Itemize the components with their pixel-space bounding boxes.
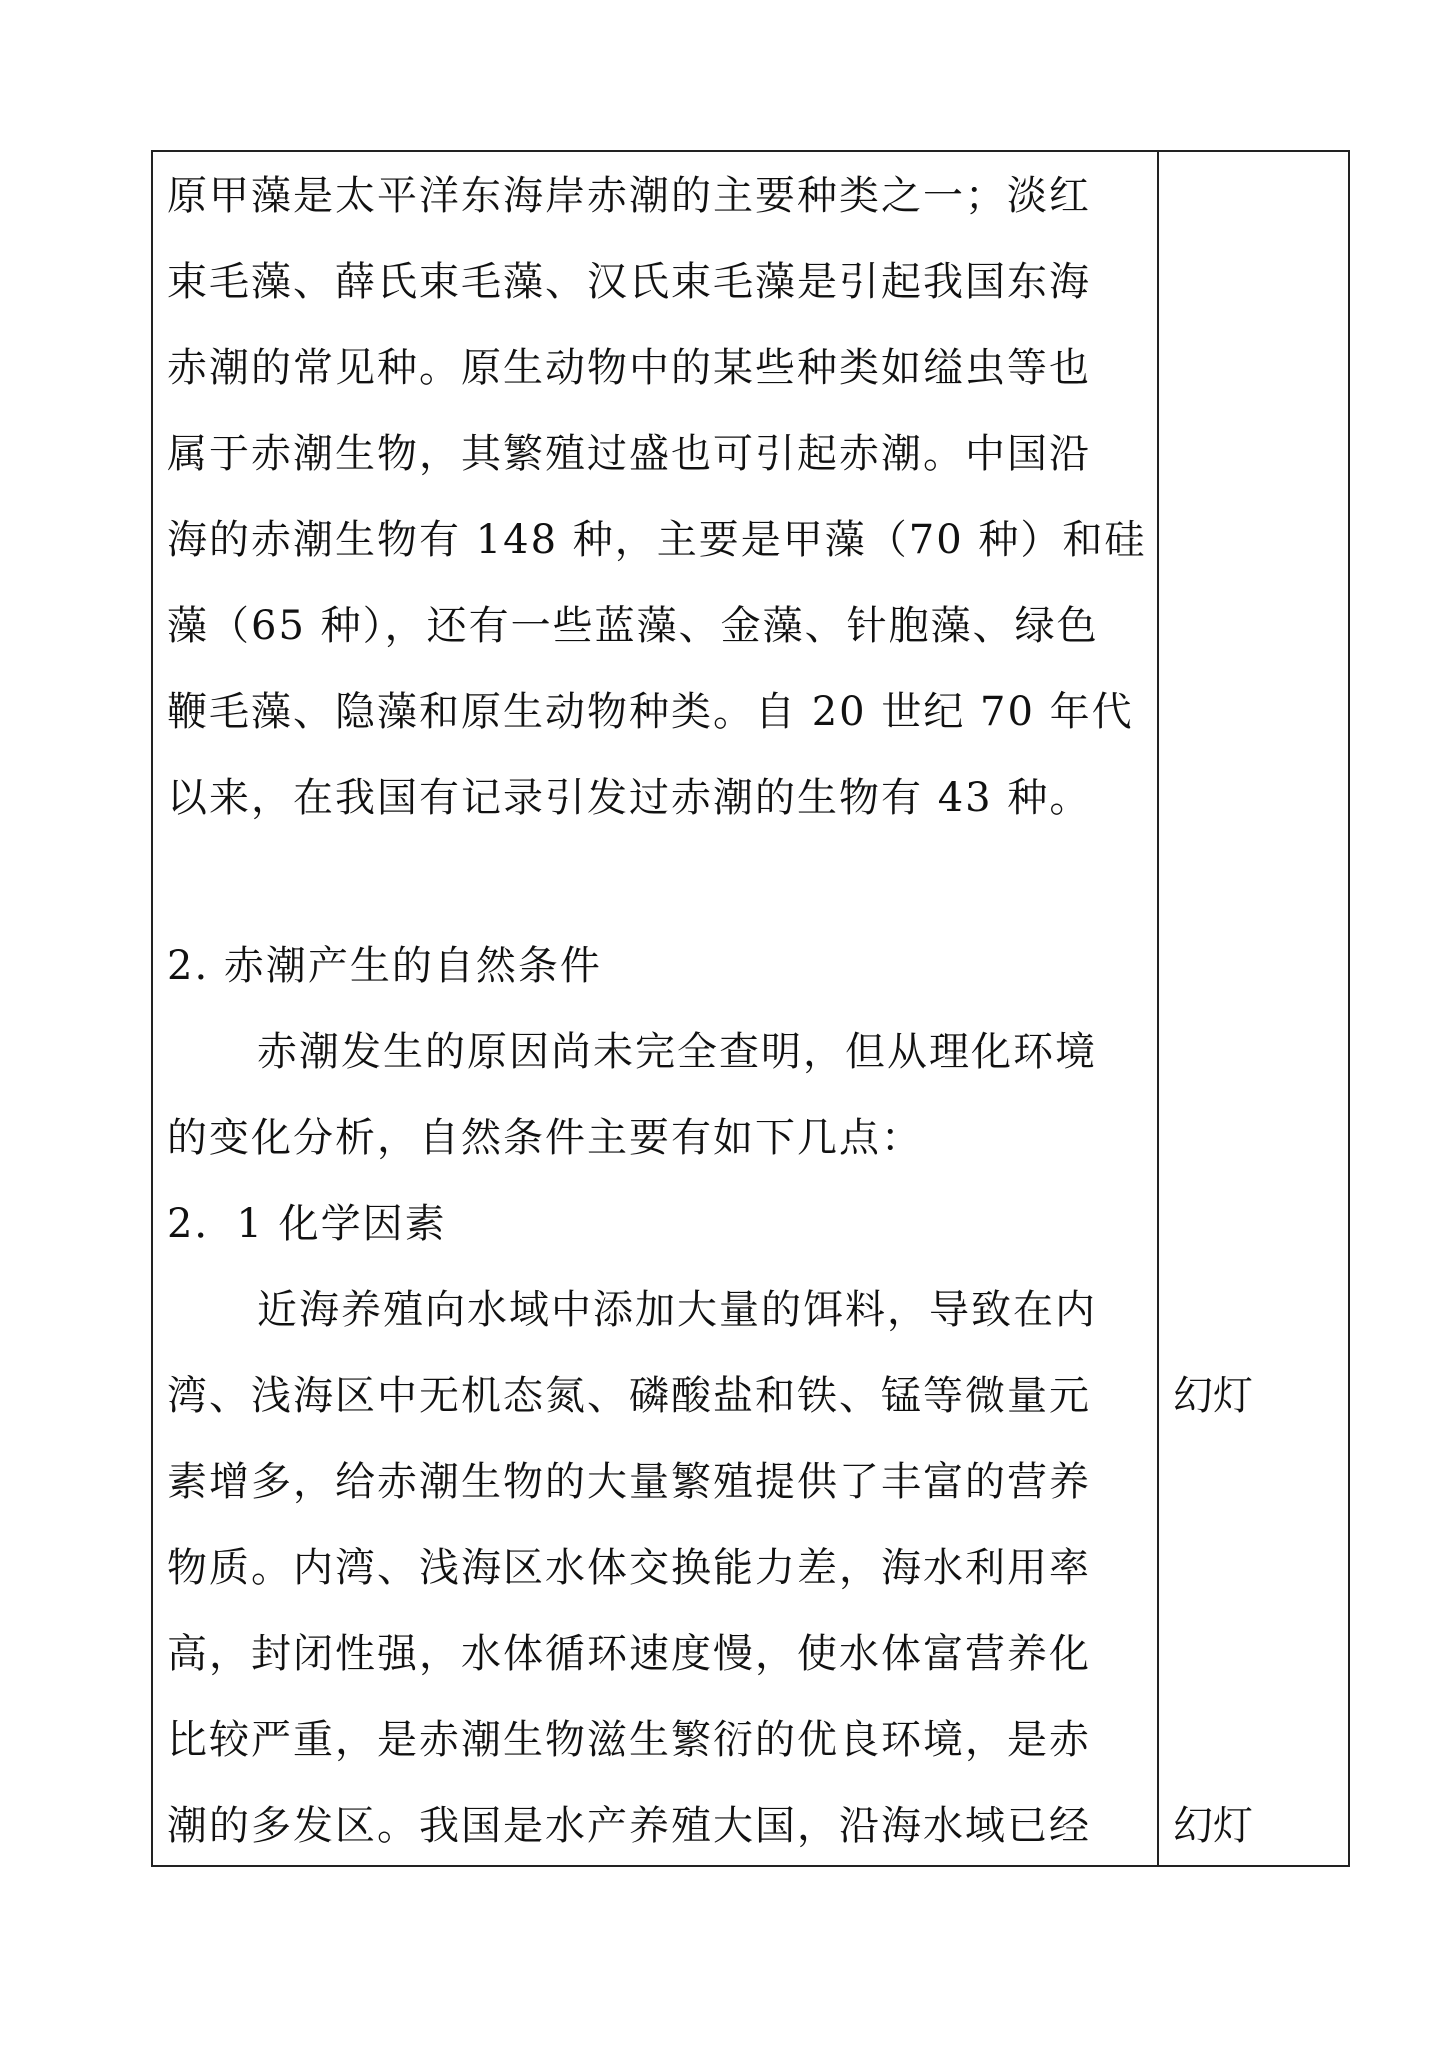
content-line: 赤潮发生的原因尚未完全查明，但从理化环境 <box>257 1029 1097 1075</box>
content-line: 以来，在我国有记录引发过赤潮的生物有 43 种。 <box>167 775 1092 821</box>
lesson-table <box>151 150 1350 1867</box>
content-line: 近海养殖向水域中添加大量的饵料，导致在内 <box>257 1287 1097 1333</box>
content-line: 原甲藻是太平洋东海岸赤潮的主要种类之一；淡红 <box>167 173 1091 219</box>
content-line: 藻（65 种），还有一些蓝藻、金藻、针胞藻、绿色 <box>167 603 1099 649</box>
content-line: 鞭毛藻、隐藻和原生动物种类。自 20 世纪 70 年代 <box>167 689 1134 735</box>
side-note: 幻灯 <box>1173 1803 1253 1849</box>
subsection-heading: 2．1 化学因素 <box>167 1201 447 1247</box>
content-line: 高，封闭性强，水体循环速度慢，使水体富营养化 <box>167 1631 1091 1677</box>
content-line: 的变化分析，自然条件主要有如下几点： <box>167 1115 923 1161</box>
content-line: 比较严重，是赤潮生物滋生繁衍的优良环境，是赤 <box>167 1717 1091 1763</box>
side-note: 幻灯 <box>1173 1373 1253 1419</box>
content-line: 素增多，给赤潮生物的大量繁殖提供了丰富的营养 <box>167 1459 1091 1505</box>
content-line: 物质。内湾、浅海区水体交换能力差，海水利用率 <box>167 1545 1091 1591</box>
column-divider <box>1157 152 1159 1865</box>
content-line: 束毛藻、薛氏束毛藻、汉氏束毛藻是引起我国东海 <box>167 259 1091 305</box>
content-line: 赤潮的常见种。原生动物中的某些种类如缢虫等也 <box>167 345 1091 391</box>
content-line: 潮的多发区。我国是水产养殖大国，沿海水域已经 <box>167 1803 1091 1849</box>
content-line: 属于赤潮生物，其繁殖过盛也可引起赤潮。中国沿 <box>167 431 1091 477</box>
content-line: 湾、浅海区中无机态氮、磷酸盐和铁、锰等微量元 <box>167 1373 1091 1419</box>
section-heading: 2. 赤潮产生的自然条件 <box>167 943 602 989</box>
content-line: 海的赤潮生物有 148 种，主要是甲藻（70 种）和硅 <box>167 517 1147 563</box>
